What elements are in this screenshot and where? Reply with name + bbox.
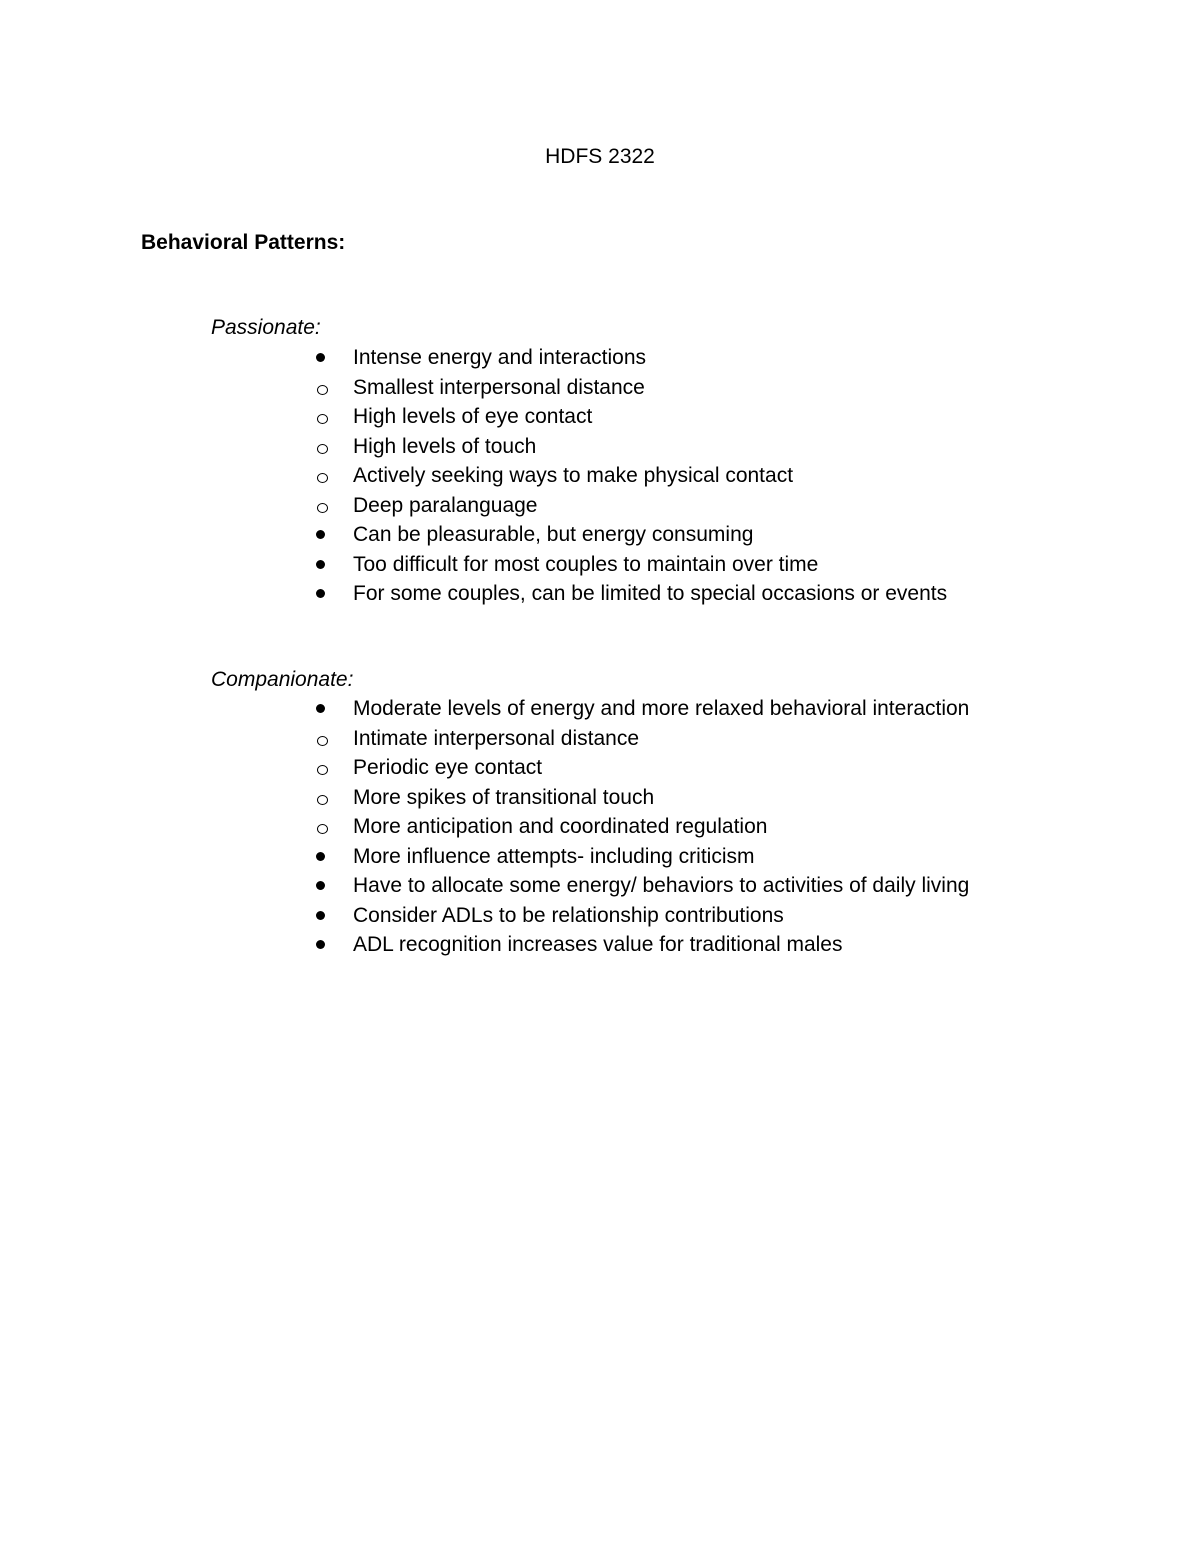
- list-item-text: For some couples, can be limited to special occasions or events: [353, 582, 948, 605]
- circle-bullet-icon: [300, 491, 346, 521]
- bullet-icon: [300, 930, 346, 960]
- list-item-text: Can be pleasurable, but energy consuming: [353, 523, 754, 546]
- list-item-text: Periodic eye contact: [353, 756, 543, 779]
- bullet-icon: [300, 343, 346, 373]
- list-item-text: Intense energy and interactions: [353, 346, 647, 369]
- list-item-text: High levels of touch: [353, 434, 537, 458]
- group-label-companionate: Companionate:: [211, 668, 354, 691]
- bullet-icon: [300, 579, 346, 609]
- circle-bullet-icon: [300, 432, 346, 462]
- circle-bullet-icon: [300, 373, 346, 403]
- list-item-text: High levels of eye contact: [353, 405, 593, 428]
- list-item-text: Smallest interpersonal distance: [353, 375, 645, 399]
- bullet-icon: [300, 520, 346, 550]
- list-item-text: Moderate levels of energy and more relaxed behavioral interaction: [353, 697, 970, 720]
- circle-bullet-icon: [300, 783, 346, 813]
- bullet-icon: [300, 901, 346, 931]
- bullet-icon: [300, 694, 346, 724]
- bullet-icon: [300, 871, 346, 901]
- circle-bullet-icon: [300, 724, 346, 754]
- list-item-text: Actively seeking ways to make physical contact: [353, 464, 794, 487]
- list-item-text: More spikes of transitional touch: [353, 785, 655, 809]
- list-item-text: Deep paralanguage: [353, 493, 538, 517]
- course-title: HDFS 2322: [545, 145, 655, 168]
- bullet-icon: [300, 550, 346, 580]
- circle-bullet-icon: [300, 812, 346, 842]
- list-item-text: Have to allocate some energy/ behaviors to activities of daily living: [353, 874, 970, 897]
- list-item-text: Intimate interpersonal distance: [353, 726, 639, 750]
- list-item-text: Too difficult for most couples to maintain over time: [353, 552, 819, 576]
- bullet-icon: [300, 842, 346, 872]
- circle-bullet-icon: [300, 753, 346, 783]
- section-heading: Behavioral Patterns:: [141, 231, 346, 254]
- group-label-passionate: Passionate:: [211, 316, 321, 339]
- list-item-text: More anticipation and coordinated regulation: [353, 815, 768, 838]
- list-item-text: More influence attempts- including criticism: [353, 844, 755, 868]
- list-item-text: ADL recognition increases value for traditional males: [353, 933, 843, 956]
- circle-bullet-icon: [300, 461, 346, 491]
- list-item-text: Consider ADLs to be relationship contributions: [353, 903, 784, 927]
- circle-bullet-icon: [300, 402, 346, 432]
